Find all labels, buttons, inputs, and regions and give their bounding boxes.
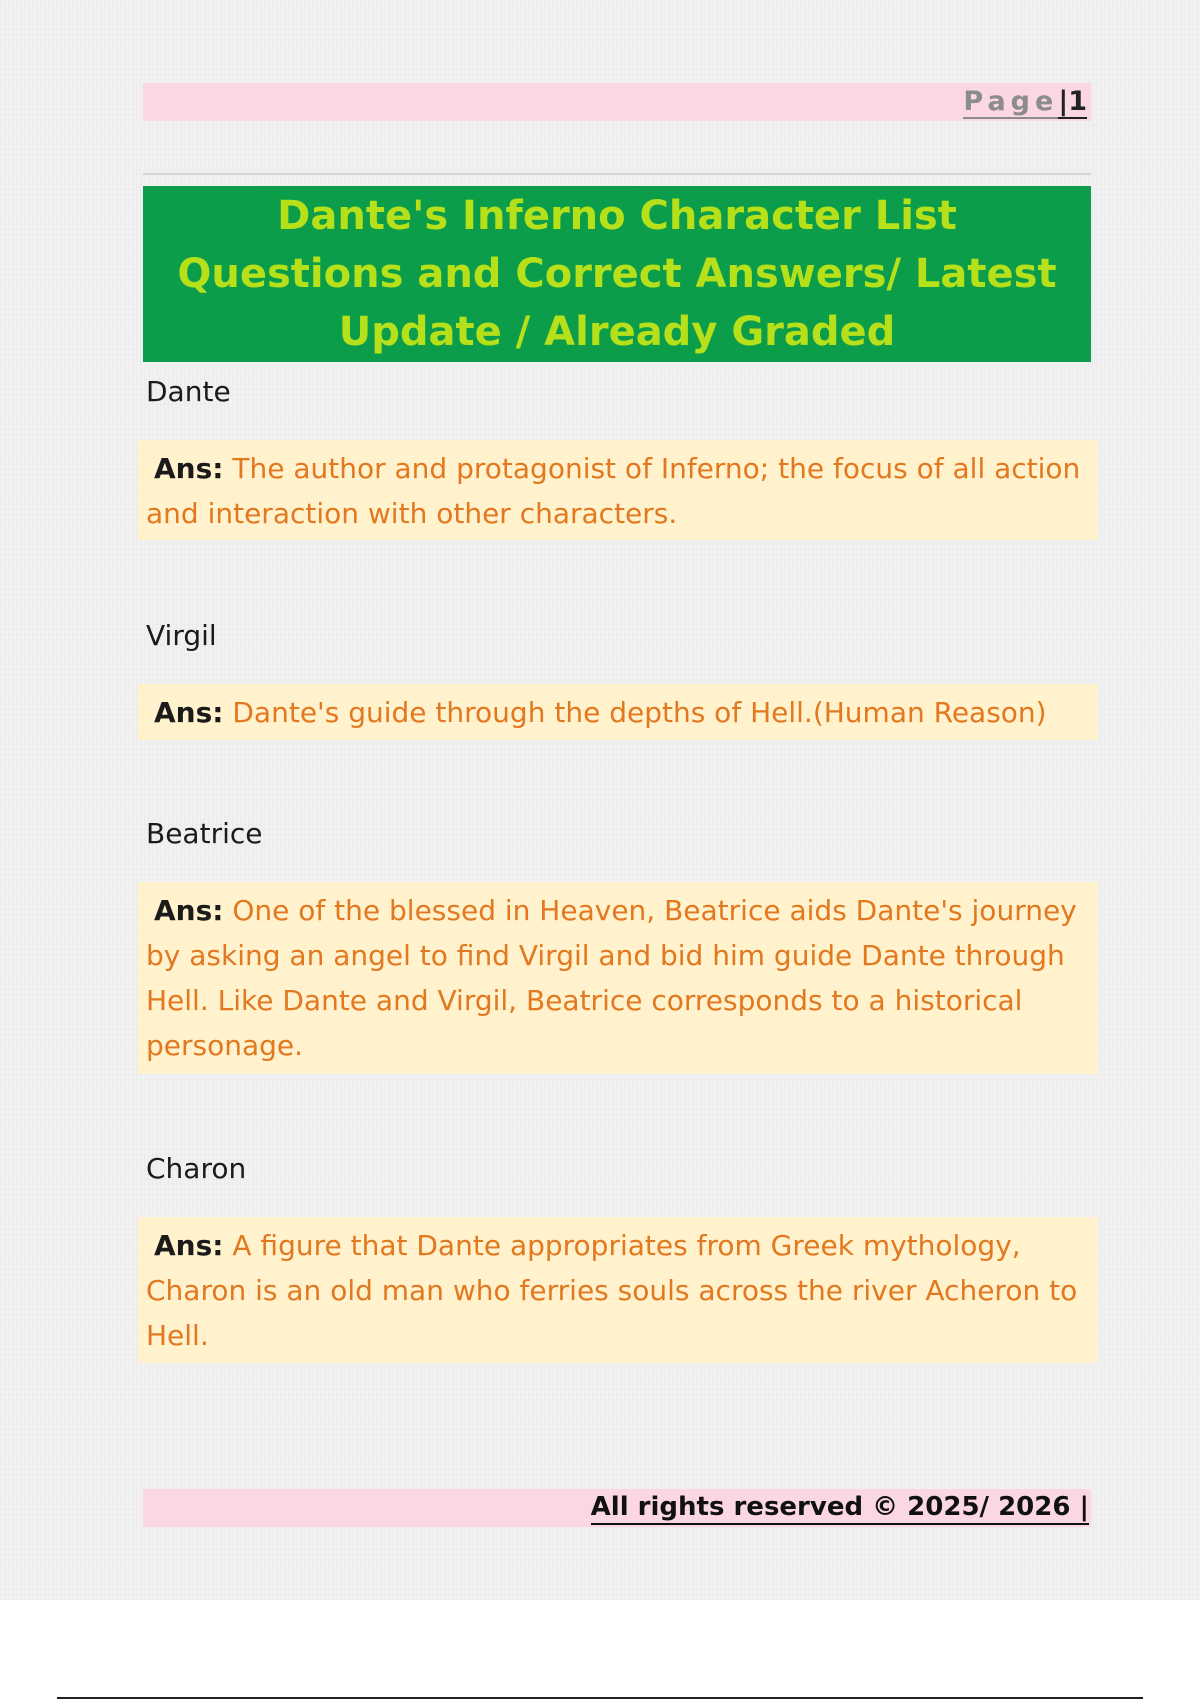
term-virgil: Virgil [146,619,217,652]
title-banner [143,186,1091,362]
answer-box-virgil [138,684,1098,740]
answer-box-dante [138,440,1098,540]
term-charon: Charon [146,1152,247,1185]
answer-label: Ans: [154,696,224,729]
term-dante: Dante [146,375,231,408]
answer-text: One of the blessed in Heaven, Beatrice aids Dante's journey by asking an angel to find Virgil and bid him guide Dante through Hell. Like Dante and Virgil, Beatrice corresponds to a historical personage. [146,894,1077,1062]
bottom-rule [57,1697,1143,1699]
page-header [143,83,1091,121]
answer-text: The author and protagonist of Inferno; the focus of all action and interaction with other characters. [146,452,1081,530]
page-separator: | [1058,86,1069,117]
answer-label: Ans: [154,894,224,927]
header-divider [143,173,1091,175]
copyright-notice: All rights reserved © 2025/ 2026 | [591,1491,1089,1525]
page-footer [143,1489,1091,1527]
document-title: Dante's Inferno Character List Questions and Correct Answers/ Latest Update / Already Graded [177,193,1057,355]
page-word: Page [963,86,1059,117]
answer-box-charon [138,1217,1098,1363]
answer-text: Dante's guide through the depths of Hell.(Human Reason) [232,696,1047,729]
term-beatrice: Beatrice [146,817,263,850]
answer-text: A figure that Dante appropriates from Greek mythology, Charon is an old man who ferries souls across the river Acheron to Hell. [146,1229,1078,1352]
answer-label: Ans: [154,1229,224,1262]
page-number: 1 [1068,86,1087,117]
answer-label: Ans: [154,452,224,485]
answer-box-beatrice [138,882,1098,1074]
page-number-label [963,87,1087,117]
